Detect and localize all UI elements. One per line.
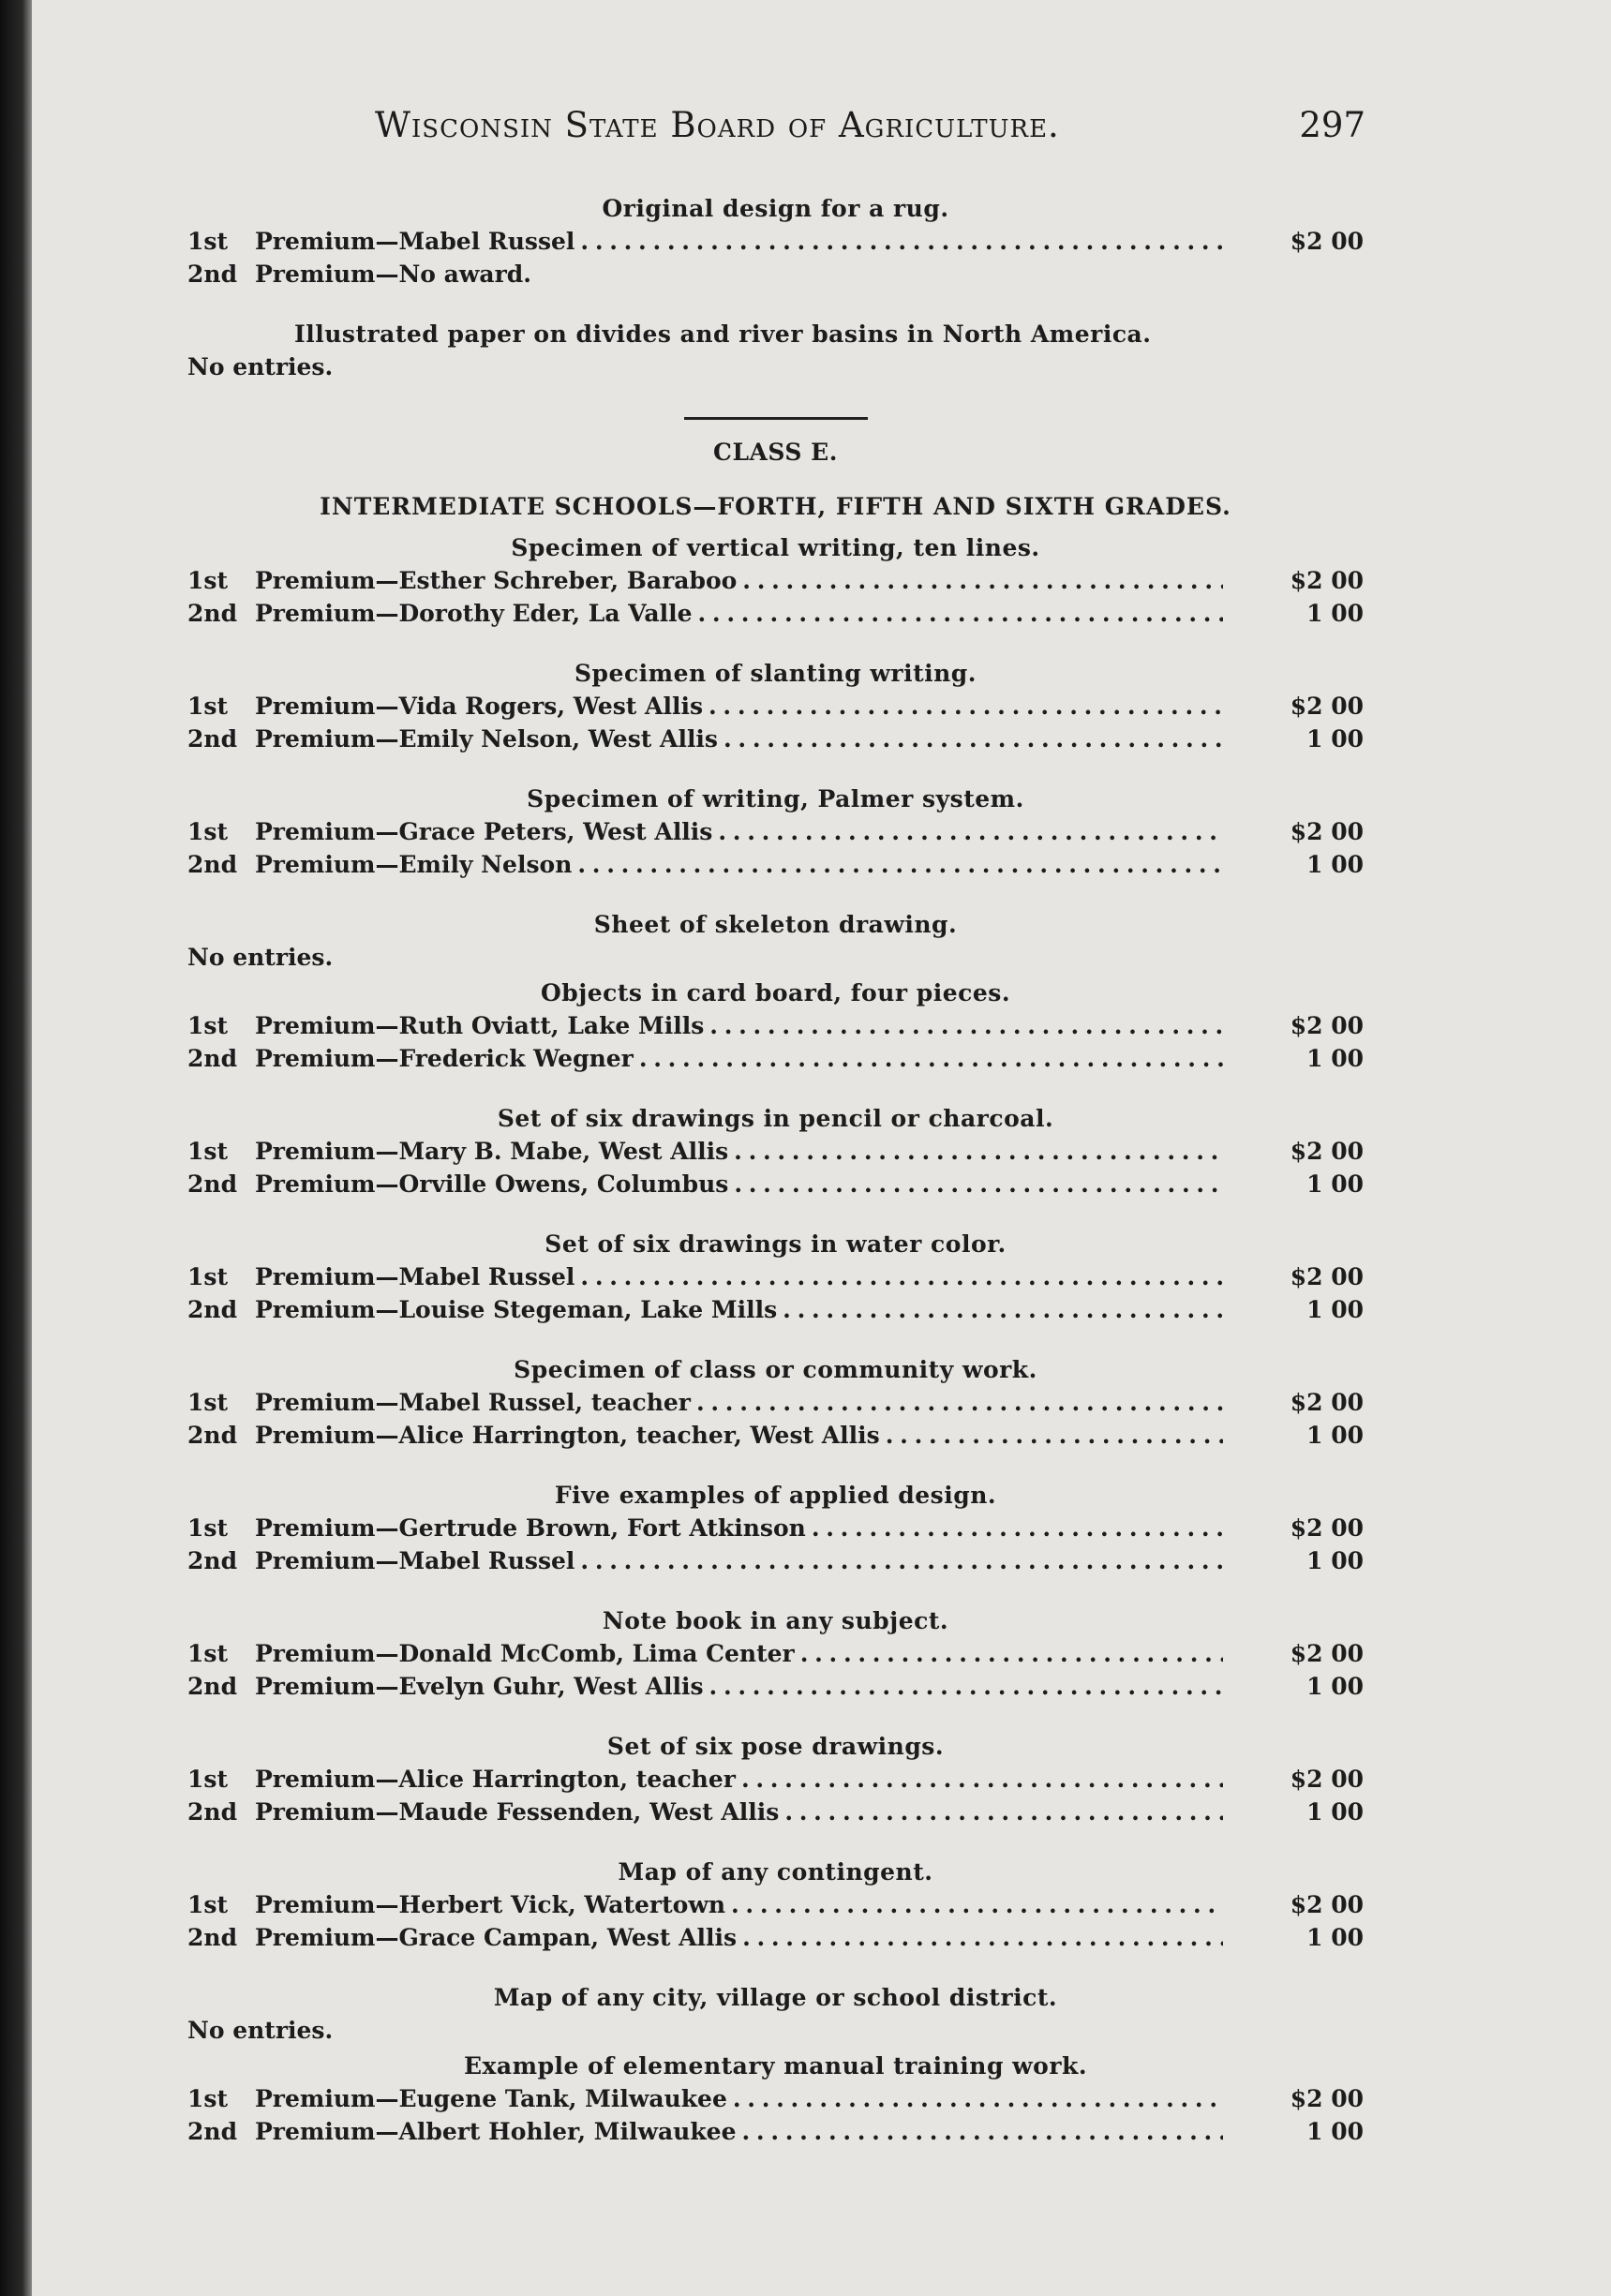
premium-amount: $2 00: [1290, 1640, 1364, 1667]
premium-amount: 1 00: [1306, 1296, 1364, 1323]
premium-winner: Premium—Eugene Tank, Milwaukee: [255, 2085, 727, 2112]
premium-winner: Premium—Mary B. Mabe, West Allis: [255, 1138, 729, 1165]
section-title: Illustrated paper on divides and river basins in North America.: [294, 321, 1152, 348]
premium-row: [187, 1293, 1364, 1326]
premium-row: [187, 258, 1364, 291]
dot-leader: [742, 564, 1223, 597]
premium-amount: $2 00: [1290, 1514, 1364, 1542]
premium-winner: Premium—Herbert Vick, Watertown: [255, 1891, 726, 1918]
premium-row: [187, 1260, 1364, 1293]
premium-amount: $2 00: [1290, 1263, 1364, 1290]
premium-winner: Premium—Esther Schreber, Baraboo: [255, 567, 738, 594]
section-title: Set of six drawings in pencil or charcoal.: [497, 1105, 1054, 1132]
premium-row: [187, 2082, 1364, 2115]
premium-section: [187, 977, 1364, 1075]
premium-row: [187, 225, 1364, 258]
premium-section: [187, 1103, 1364, 1200]
place-label: 1st: [187, 1263, 229, 1290]
place-label: 1st: [187, 1766, 229, 1793]
premium-winner: Premium—Gertrude Brown, Fort Atkinson: [255, 1514, 806, 1542]
premium-row: [187, 1637, 1364, 1670]
premium-row: [187, 564, 1364, 597]
premium-row: [187, 1796, 1364, 1828]
place-label: 2nd: [187, 1296, 238, 1323]
premium-amount: $2 00: [1290, 228, 1364, 255]
premium-amount: $2 00: [1290, 1012, 1364, 1039]
dot-leader: [783, 1293, 1223, 1326]
premium-winner: Premium—Maude Fessenden, West Allis: [255, 1798, 780, 1826]
grade-heading: INTERMEDIATE SCHOOLS—FORTH, FIFTH AND SIXTH GRADES.: [320, 493, 1231, 520]
dot-leader: [800, 1637, 1223, 1670]
premium-winner: Premium—Evelyn Guhr, West Allis: [255, 1673, 704, 1700]
no-entries: No entries.: [187, 2017, 334, 2044]
no-entries: No entries.: [187, 944, 334, 971]
premium-amount: $2 00: [1290, 567, 1364, 594]
premium-winner: Premium—Mabel Russel: [255, 1263, 575, 1290]
dot-leader: [709, 690, 1223, 723]
premium-row: [187, 848, 1364, 881]
section-title: Example of elementary manual training work.: [463, 2052, 1088, 2080]
premium-amount: 1 00: [1306, 1673, 1364, 1700]
running-head: [187, 105, 1364, 159]
premium-amount: 1 00: [1306, 851, 1364, 878]
premium-section: [187, 1229, 1364, 1326]
book-spine-shadow: [0, 0, 32, 2296]
dot-leader: [698, 597, 1224, 630]
dot-leader: [731, 1888, 1223, 1921]
premium-amount: $2 00: [1290, 1891, 1364, 1918]
place-label: 2nd: [187, 600, 238, 627]
dot-leader: [812, 1512, 1223, 1544]
dot-leader: [723, 723, 1223, 755]
premium-row: [187, 690, 1364, 723]
premium-section: [187, 1354, 1364, 1452]
premium-row: [187, 1921, 1364, 1954]
premium-amount: 1 00: [1306, 1170, 1364, 1198]
premium-winner: Premium—Mabel Russel: [255, 228, 575, 255]
premium-section: [187, 783, 1364, 881]
no-entries: No entries.: [187, 353, 334, 380]
premium-winner: Premium—Vida Rogers, West Allis: [255, 693, 704, 720]
place-label: 2nd: [187, 725, 238, 753]
section-title: Note book in any subject.: [602, 1607, 949, 1634]
dot-leader: [784, 1796, 1223, 1828]
premium-section: [187, 658, 1364, 755]
dot-leader: [718, 815, 1223, 848]
premium-row: [187, 2115, 1364, 2148]
premium-winner: Premium—Dorothy Eder, La Valle: [255, 600, 693, 627]
place-label: 1st: [187, 1514, 229, 1542]
premium-row: [187, 1512, 1364, 1544]
premium-section: [187, 909, 1364, 974]
dot-leader: [709, 1670, 1223, 1703]
premium-row: [187, 723, 1364, 755]
section-title: Map of any contingent.: [618, 1858, 933, 1886]
section-title: Set of six drawings in water color.: [544, 1230, 1007, 1258]
section-title: Five examples of applied design.: [554, 1482, 997, 1509]
place-label: 1st: [187, 1389, 229, 1416]
section-title: Set of six pose drawings.: [606, 1733, 945, 1760]
section-title: Objects in card board, four pieces.: [540, 979, 1011, 1006]
dot-leader: [733, 2082, 1223, 2115]
dot-leader: [734, 1135, 1223, 1168]
place-label: 1st: [187, 1138, 229, 1165]
premium-winner: Premium—Orville Owens, Columbus: [255, 1170, 729, 1198]
premium-amount: 1 00: [1306, 1798, 1364, 1826]
place-label: 2nd: [187, 1924, 238, 1951]
premium-row: [187, 597, 1364, 630]
section-title: Sheet of skeleton drawing.: [593, 911, 958, 938]
premium-section: [187, 1982, 1364, 2047]
page-body: [187, 193, 1364, 2148]
premium-amount: 1 00: [1306, 1547, 1364, 1574]
premium-section: [187, 1480, 1364, 1577]
premium-winner: Premium—Alice Harrington, teacher, West Allis: [255, 1422, 880, 1449]
place-label: 2nd: [187, 1547, 238, 1574]
premium-winner: Premium—Louise Stegeman, Lake Mills: [255, 1296, 778, 1323]
premium-row: [187, 1888, 1364, 1921]
premium-row: [187, 1135, 1364, 1168]
premium-amount: $2 00: [1290, 1389, 1364, 1416]
section-divider: [684, 417, 868, 420]
place-label: 1st: [187, 1891, 229, 1918]
place-label: 2nd: [187, 1170, 238, 1198]
section-title: Specimen of writing, Palmer system.: [527, 785, 1024, 813]
section-title: Specimen of vertical writing, ten lines.: [511, 534, 1040, 561]
premium-amount: $2 00: [1290, 2085, 1364, 2112]
premium-row: [187, 1419, 1364, 1452]
premium-row: [187, 1042, 1364, 1075]
premium-row: [187, 815, 1364, 848]
premium-amount: $2 00: [1290, 1766, 1364, 1793]
premium-section: [187, 1605, 1364, 1703]
dot-leader: [577, 848, 1223, 881]
place-label: 2nd: [187, 261, 238, 288]
place-label: 2nd: [187, 1422, 238, 1449]
premium-winner: Premium—Emily Nelson, West Allis: [255, 725, 719, 753]
premium-row: [187, 1763, 1364, 1796]
class-heading: CLASS E.: [713, 439, 838, 466]
premium-winner: Premium—Frederick Wegner: [255, 1045, 634, 1072]
place-label: 1st: [187, 228, 229, 255]
premium-winner: Premium—Mabel Russel, teacher: [255, 1389, 691, 1416]
running-title: Wisconsin State Board of Agriculture.: [375, 105, 1060, 145]
dot-leader: [886, 1419, 1223, 1452]
premium-winner: Premium—Mabel Russel: [255, 1547, 575, 1574]
premium-winner: Premium—Alice Harrington, teacher: [255, 1766, 736, 1793]
dot-leader: [741, 1763, 1223, 1796]
premium-winner: Premium—Albert Hohler, Milwaukee: [255, 2118, 737, 2145]
premium-amount: 1 00: [1306, 600, 1364, 627]
premium-section: [187, 532, 1364, 630]
premium-row: [187, 1670, 1364, 1703]
section-title: Map of any city, village or school district.: [493, 1984, 1058, 2011]
place-label: 1st: [187, 567, 229, 594]
premium-row: [187, 1544, 1364, 1577]
premium-row: [187, 1009, 1364, 1042]
place-label: 2nd: [187, 851, 238, 878]
place-label: 1st: [187, 818, 229, 845]
premium-winner: Premium—Emily Nelson: [255, 851, 573, 878]
dot-leader: [696, 1386, 1223, 1419]
premium-row: [187, 1386, 1364, 1419]
premium-row: [187, 1168, 1364, 1200]
dot-leader: [580, 225, 1223, 258]
place-label: 1st: [187, 2085, 229, 2112]
document-page: [187, 105, 1364, 2148]
premium-winner: Premium—No award.: [255, 261, 531, 288]
premium-section: [187, 2050, 1364, 2148]
premium-amount: 1 00: [1306, 1045, 1364, 1072]
premium-amount: 1 00: [1306, 2118, 1364, 2145]
place-label: 1st: [187, 1012, 229, 1039]
dot-leader: [709, 1009, 1223, 1042]
dot-leader: [580, 1544, 1223, 1577]
dot-leader: [639, 1042, 1223, 1075]
place-label: 1st: [187, 693, 229, 720]
dot-leader: [742, 1921, 1223, 1954]
premium-winner: Premium—Grace Campan, West Allis: [255, 1924, 738, 1951]
premium-winner: Premium—Ruth Oviatt, Lake Mills: [255, 1012, 705, 1039]
premium-amount: $2 00: [1290, 818, 1364, 845]
dot-leader: [742, 2115, 1224, 2148]
premium-section: [187, 1731, 1364, 1828]
page-number: 297: [1299, 105, 1365, 145]
place-label: 2nd: [187, 1673, 238, 1700]
premium-amount: $2 00: [1290, 693, 1364, 720]
premium-amount: 1 00: [1306, 1422, 1364, 1449]
place-label: 2nd: [187, 1798, 238, 1826]
premium-winner: Premium—Grace Peters, West Allis: [255, 818, 713, 845]
section-title: Specimen of slanting writing.: [574, 660, 977, 687]
premium-amount: 1 00: [1306, 1924, 1364, 1951]
premium-section: [187, 1856, 1364, 1954]
dot-leader: [734, 1168, 1223, 1200]
place-label: 2nd: [187, 1045, 238, 1072]
premium-amount: 1 00: [1306, 725, 1364, 753]
premium-amount: $2 00: [1290, 1138, 1364, 1165]
place-label: 1st: [187, 1640, 229, 1667]
section-title: Specimen of class or community work.: [514, 1356, 1037, 1383]
section-title: Original design for a rug.: [602, 195, 949, 222]
place-label: 2nd: [187, 2118, 238, 2145]
dot-leader: [580, 1260, 1223, 1293]
premium-winner: Premium—Donald McComb, Lima Center: [255, 1640, 795, 1667]
